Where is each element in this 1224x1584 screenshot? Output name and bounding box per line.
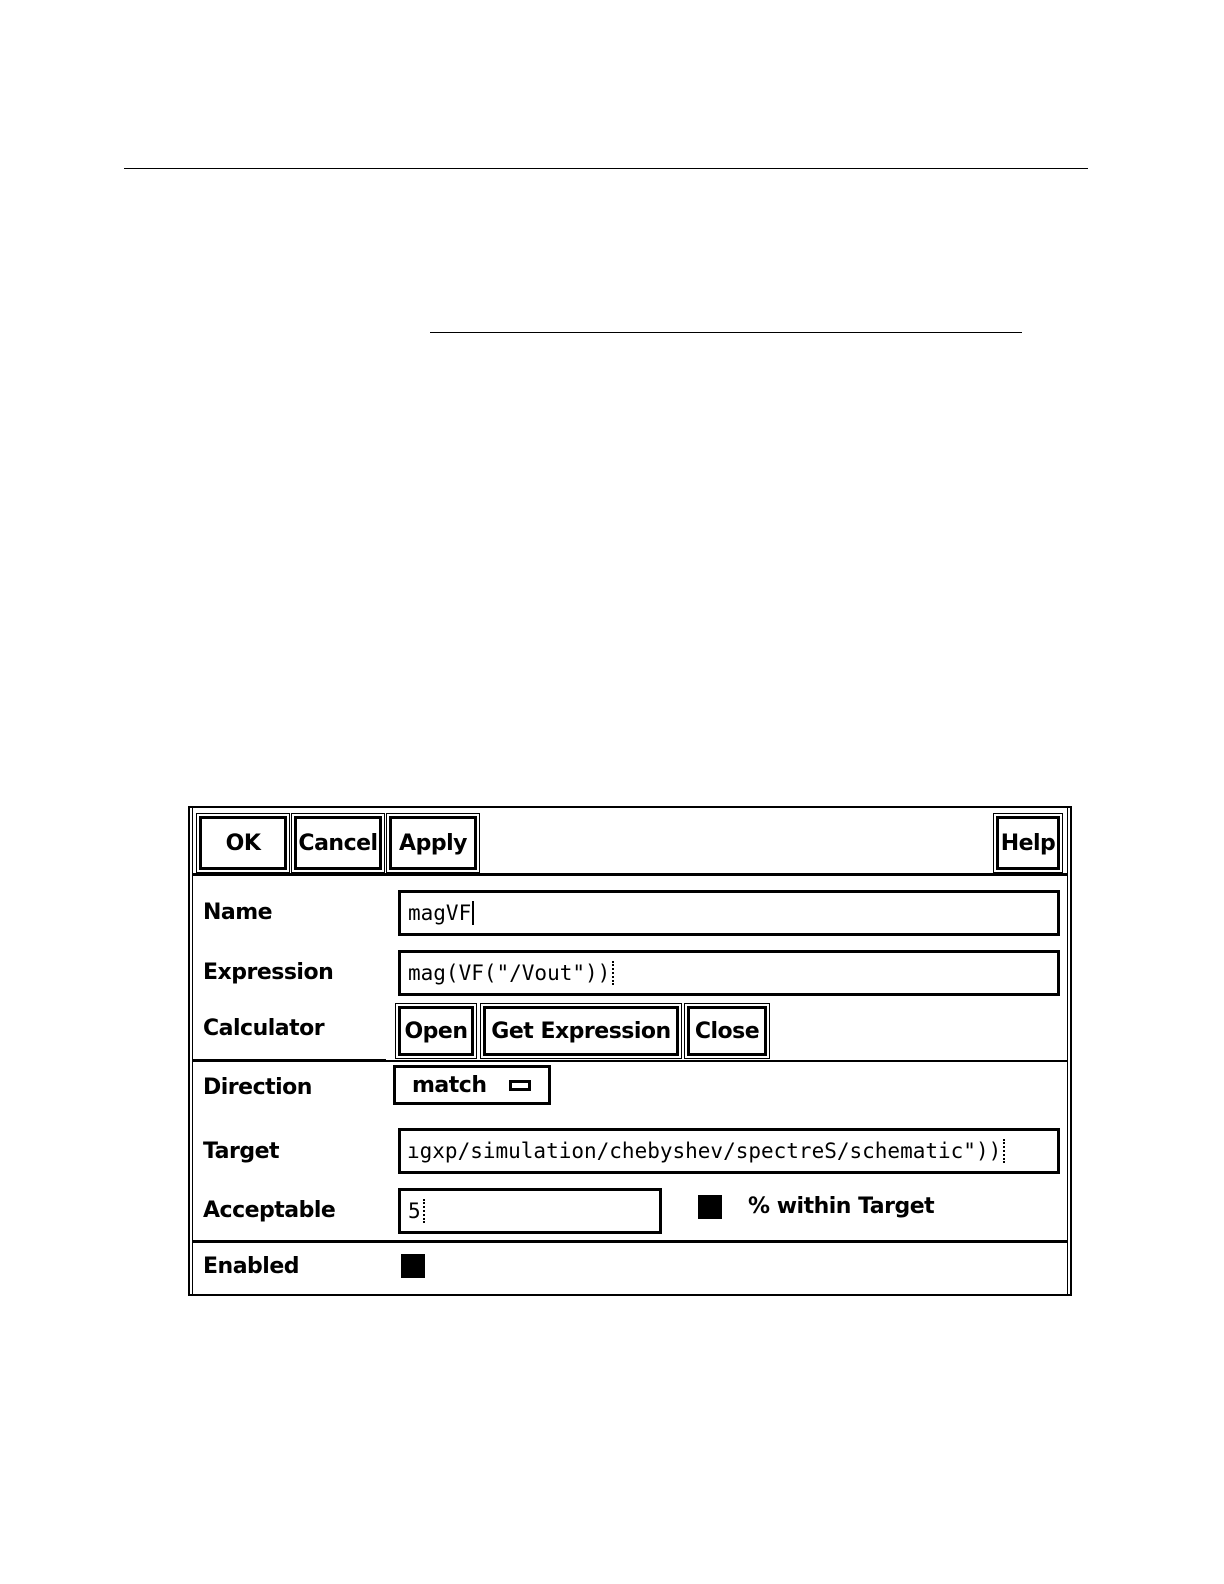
enabled-label: Enabled bbox=[203, 1254, 299, 1279]
direction-label: Direction bbox=[203, 1075, 312, 1100]
calculator-open-button[interactable]: Open bbox=[398, 1006, 474, 1056]
name-field[interactable] bbox=[398, 890, 1060, 936]
get-expression-button[interactable]: Get Expression bbox=[483, 1006, 679, 1056]
direction-select[interactable] bbox=[393, 1065, 551, 1105]
expression-field[interactable] bbox=[398, 950, 1060, 996]
calculator-close-button[interactable]: Close bbox=[687, 1006, 767, 1056]
page-rule-middle bbox=[430, 332, 1022, 333]
expression-label: Expression bbox=[203, 960, 334, 985]
calculator-label: Calculator bbox=[203, 1016, 325, 1041]
direction-value: match bbox=[412, 1072, 487, 1098]
name-value: magVF bbox=[408, 901, 472, 925]
cancel-button[interactable]: Cancel bbox=[294, 816, 382, 870]
target-label: Target bbox=[203, 1139, 280, 1164]
target-value: ıgxp/simulation/chebyshev/spectreS/schematic")) bbox=[407, 1139, 1002, 1163]
text-cursor-inactive bbox=[1003, 1139, 1005, 1163]
ok-button[interactable]: OK bbox=[199, 816, 287, 870]
acceptable-separator bbox=[193, 1240, 1067, 1243]
text-cursor bbox=[472, 901, 474, 925]
percent-within-target-label: % within Target bbox=[748, 1194, 935, 1219]
acceptable-label: Acceptable bbox=[203, 1198, 336, 1223]
target-field[interactable] bbox=[398, 1128, 1060, 1174]
dialog-frame bbox=[192, 808, 1068, 1294]
apply-button[interactable]: Apply bbox=[389, 816, 477, 870]
expression-value: mag(VF("/Vout")) bbox=[408, 961, 611, 985]
acceptable-value: 5 bbox=[408, 1199, 421, 1223]
acceptable-field[interactable] bbox=[398, 1188, 662, 1234]
text-cursor-inactive bbox=[423, 1199, 425, 1223]
percent-within-target-checkbox[interactable] bbox=[698, 1195, 722, 1219]
name-label: Name bbox=[203, 900, 273, 925]
calculator-separator-right bbox=[386, 1060, 1067, 1062]
toolbar-separator bbox=[193, 873, 1067, 876]
help-button[interactable]: Help bbox=[996, 816, 1060, 870]
calculator-separator-left bbox=[193, 1059, 386, 1062]
text-cursor-inactive bbox=[612, 961, 614, 985]
page-rule-top bbox=[124, 168, 1088, 169]
enabled-checkbox[interactable] bbox=[401, 1254, 425, 1278]
option-menu-icon bbox=[509, 1080, 531, 1091]
calculator-expression-dialog bbox=[188, 806, 1072, 1296]
